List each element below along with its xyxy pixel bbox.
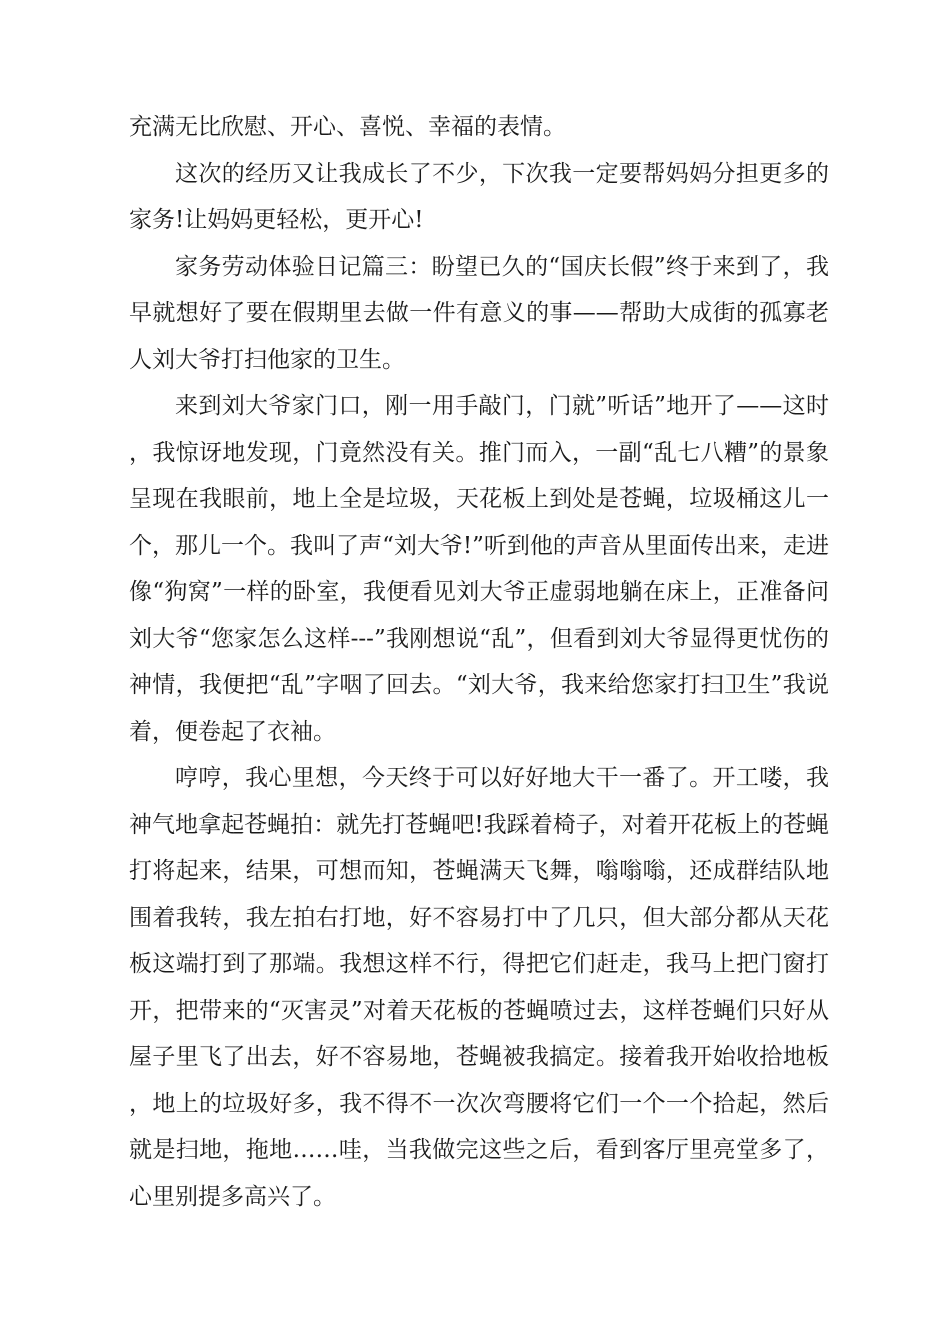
- paragraph-3: 家务劳动体验日记篇三：盼望已久的“国庆长假”终于来到了，我早就想好了要在假期里去做一件有意义的事——帮助大成街的孤寡老人刘大爷打扫他家的卫生。: [129, 253, 829, 373]
- document-body: [129, 104, 829, 1220]
- paragraph-5: 哼哼，我心里想，今天终于可以好好地大干一番了。开工喽，我神气地拿起苍蝇拍：就先打苍蝇吧!我踩着椅子，对着开花板上的苍蝇打将起来，结果，可想而知，苍蝇满天飞舞，嗡嗡嗡，还成群结队地围着我转，我左拍右打地，好不容易打中了几只，但大部分都从天花板这端打到了那端。我想这样不行，得把它们赶走，我马上把门窗打开，把带来的“灭害灵”对着天花板的苍蝇喷过去，这样苍蝇们只好从屋子里飞了出去，好不容易地，苍蝇被我搞定。接着我开始收拾地板，地上的垃圾好多，我不得不一次次弯腰将它们一个一个拾起，然后就是扫地，拖地……哇，当我做完这些之后，看到客厅里亮堂多了，心里别提多高兴了。: [129, 765, 829, 1210]
- paragraph-1: 充满无比欣慰、开心、喜悦、幸福的表情。: [129, 114, 566, 140]
- paragraph-4: 来到刘大爷家门口，刚一用手敲门，门就”听话”地开了——这时，我惊讶地发现，门竟然没有关。推门而入，一副“乱七八糟”的景象呈现在我眼前，地上全是垃圾，天花板上到处是苍蝇，垃圾桶这儿一个，那儿一个。我叫了声“刘大爷!”听到他的声音从里面传出来，走进像“狗窝”一样的卧室，我便看见刘大爷正虚弱地躺在床上，正准备问刘大爷“您家怎么这样---”我刚想说“乱”，但看到刘大爷显得更忧伤的神情，我便把“乱”字咽了回去。“刘大爷，我来给您家打扫卫生”我说着，便卷起了衣袖。: [129, 393, 829, 745]
- paragraph-2: 这次的经历又让我成长了不少，下次我一定要帮妈妈分担更多的家务!让妈妈更轻松，更开心!: [129, 160, 829, 233]
